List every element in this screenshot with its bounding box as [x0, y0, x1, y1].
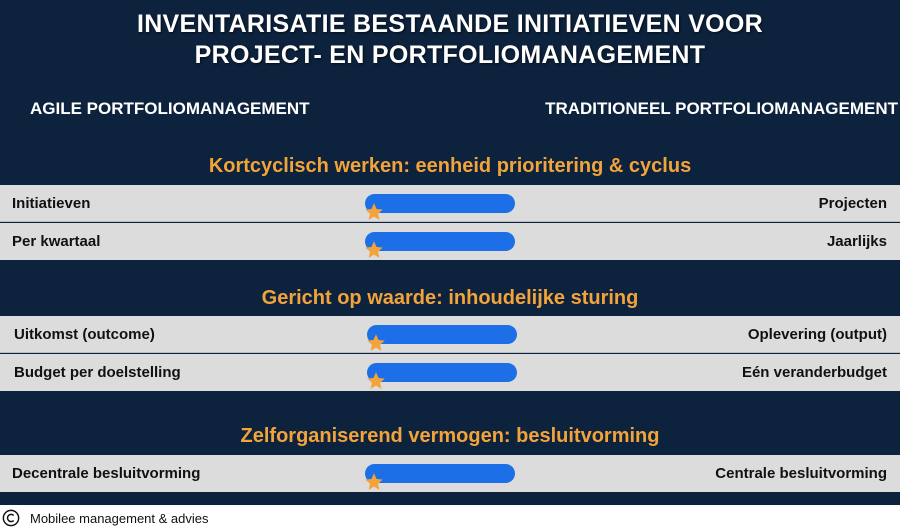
star-icon: [363, 368, 389, 394]
comparison-row: [0, 455, 900, 492]
section-title-kortcyclisch: Kortcyclisch werken: eenheid prioritering & cyclus: [208, 155, 692, 177]
scale-bar: [367, 363, 517, 382]
row-label-left: Budget per doelstelling: [14, 364, 181, 381]
title-line-2: PROJECT- EN PORTFOLIOMANAGEMENT: [194, 41, 706, 69]
copyright-icon: [2, 509, 20, 527]
row-label-left: Decentrale besluitvorming: [12, 465, 201, 482]
column-header-traditional: TRADITIONEEL PORTFOLIOMANAGEMENT: [545, 99, 898, 118]
row-label-left: Initiatieven: [12, 195, 91, 212]
footer: [0, 505, 900, 532]
row-label-right: Oplevering (output): [747, 326, 887, 343]
scale-bar: [367, 325, 517, 344]
row-label-left: Per kwartaal: [12, 233, 101, 250]
scale-bar: [365, 232, 515, 251]
comparison-row: [0, 185, 900, 222]
star-icon: [361, 199, 387, 225]
row-label-right: Projecten: [818, 195, 887, 212]
comparison-row: [0, 316, 900, 353]
row-label-right: Jaarlijks: [826, 233, 887, 250]
scale-bar: [365, 464, 515, 483]
title-line-1: INVENTARISATIE BESTAANDE INITIATIEVEN VOOR: [136, 10, 764, 38]
section-title-waarde: Gericht op waarde: inhoudelijke sturing: [261, 287, 639, 309]
column-header-agile: AGILE PORTFOLIOMANAGEMENT: [30, 99, 310, 118]
star-icon: [363, 330, 389, 356]
star-icon: [361, 237, 387, 263]
star-icon: [361, 469, 387, 495]
row-label-right: Centrale besluitvorming: [715, 465, 887, 482]
scale-bar: [365, 194, 515, 213]
footer-credit: Mobilee management & advies: [30, 511, 209, 526]
comparison-row: [0, 354, 900, 391]
row-label-left: Uitkomst (outcome): [14, 326, 155, 343]
comparison-row: [0, 223, 900, 260]
row-label-right: Eén veranderbudget: [741, 364, 887, 381]
section-title-zelforganiserend: Zelforganiserend vermogen: besluitvorming: [240, 425, 660, 447]
